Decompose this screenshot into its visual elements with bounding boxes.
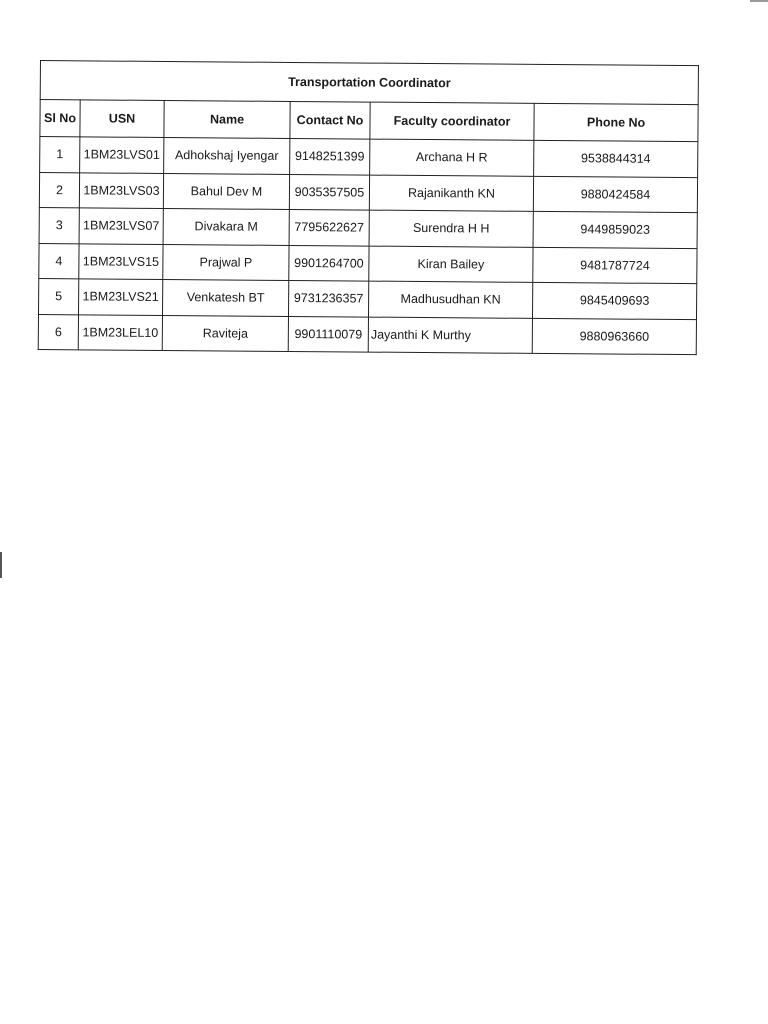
coordinator-table-sheet	[38, 60, 698, 355]
table-row	[40, 137, 698, 178]
header-usn: USN	[80, 100, 164, 138]
cell-sl-no: 2	[39, 172, 79, 208]
cell-name: Divakara M	[163, 208, 289, 244]
cell-phone-no: 9845409693	[532, 282, 696, 319]
cell-sl-no: 3	[39, 207, 79, 243]
cell-sl-no: 4	[39, 243, 79, 279]
cell-phone-no: 9538844314	[534, 140, 698, 177]
cell-faculty-coordinator: Kiran Bailey	[369, 246, 533, 283]
table-row	[39, 172, 697, 213]
header-phone-no: Phone No	[534, 103, 698, 141]
cell-usn: 1BM23LVS21	[79, 279, 163, 315]
cell-contact-no: 7795622627	[289, 209, 369, 245]
cell-faculty-coordinator: Surendra H H	[369, 210, 533, 247]
cell-faculty-coordinator: Madhusudhan KN	[368, 281, 532, 318]
coordinator-table	[38, 60, 699, 355]
cell-name: Raviteja	[162, 315, 288, 351]
scan-edge-mark	[0, 552, 2, 578]
cell-contact-no: 9901110079	[288, 316, 368, 352]
table-row	[39, 243, 697, 284]
cell-sl-no: 1	[40, 137, 80, 173]
cell-contact-no: 9148251399	[290, 138, 370, 174]
header-contact-no: Contact No	[290, 101, 370, 139]
cell-name: Bahul Dev M	[163, 173, 289, 209]
cell-usn: 1BM23LVS07	[79, 208, 163, 244]
cell-usn: 1BM23LVS01	[80, 137, 164, 173]
cell-usn: 1BM23LVS15	[79, 243, 163, 279]
cell-name: Adhokshaj Iyengar	[164, 137, 290, 173]
cell-phone-no: 9880424584	[533, 176, 697, 213]
cell-contact-no: 9901264700	[289, 245, 369, 281]
scan-corner-mark	[750, 0, 768, 2]
table-row	[39, 207, 697, 248]
cell-phone-no: 9481787724	[533, 247, 697, 284]
table-row	[38, 314, 696, 355]
cell-faculty-coordinator: Archana H R	[370, 139, 534, 176]
cell-contact-no: 9731236357	[288, 280, 368, 316]
cell-faculty-coordinator: Jayanthi K Murthy	[368, 317, 532, 354]
cell-usn: 1BM23LEL10	[78, 314, 162, 350]
table-row	[39, 278, 697, 319]
cell-sl-no: 5	[39, 278, 79, 314]
cell-faculty-coordinator: Rajanikanth KN	[369, 175, 533, 212]
cell-phone-no: 9449859023	[533, 211, 697, 248]
header-row	[40, 100, 698, 142]
table-title: Transportation Coordinator	[40, 61, 698, 105]
cell-sl-no: 6	[38, 314, 78, 350]
cell-name: Venkatesh BT	[163, 279, 289, 315]
cell-name: Prajwal P	[163, 244, 289, 280]
header-name: Name	[164, 100, 290, 138]
cell-usn: 1BM23LVS03	[79, 172, 163, 208]
cell-phone-no: 9880963660	[532, 318, 696, 355]
cell-contact-no: 9035357505	[289, 174, 369, 210]
header-faculty-coordinator: Faculty coordinator	[370, 102, 534, 140]
header-sl-no: Sl No	[40, 100, 80, 137]
